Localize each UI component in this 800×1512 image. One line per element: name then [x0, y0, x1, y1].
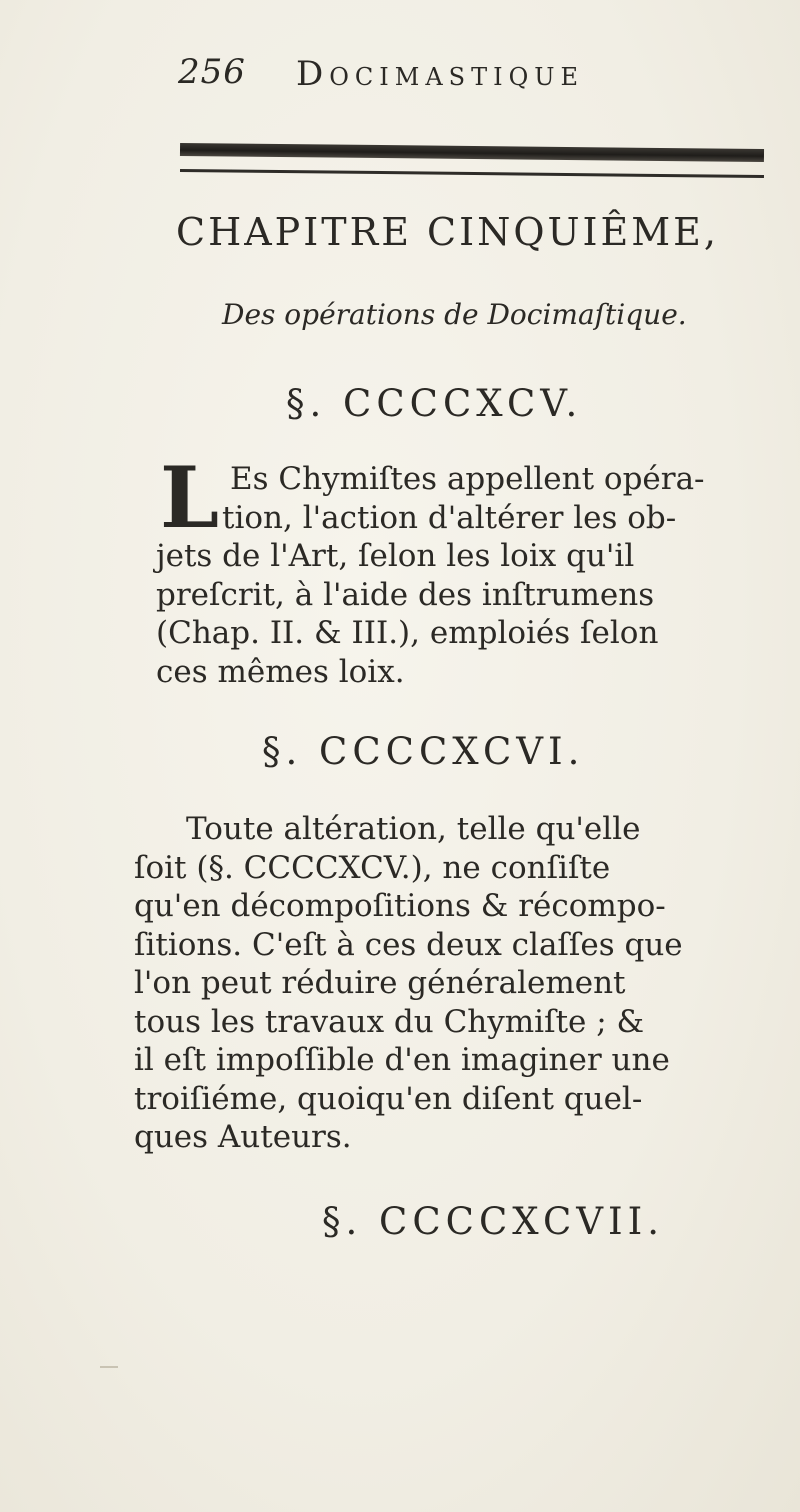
- paragraph-line: jets de l'Art, ſelon les loix qu'il: [156, 538, 635, 574]
- paragraph-line: tous les travaux du Chymiſte ; &: [134, 1003, 645, 1040]
- page-number: 256: [178, 52, 246, 92]
- paragraph-line: l'on peut réduire généralement: [134, 965, 626, 1001]
- section-heading: §. CCCCXCV.: [286, 382, 583, 425]
- paragraph-line: Es Chymiſtes appellent opéra-: [230, 461, 705, 497]
- header-rule-thin: [180, 169, 764, 178]
- paragraph-line: tion, l'action d'altérer les ob-: [222, 499, 677, 536]
- chapter-subtitle: Des opérations de Docimaſtique.: [222, 298, 687, 331]
- header-rule-thick: [180, 143, 764, 162]
- section-paragraph: [134, 810, 683, 1157]
- paragraph-line: preſcrit, à l'aide des inſtrumens: [156, 576, 655, 613]
- paragraph-line: il eſt impoſſible d'en imaginer une: [134, 1042, 670, 1078]
- section-heading: §. CCCCXCVII.: [322, 1200, 664, 1243]
- section-heading: §. CCCCXCVI.: [262, 730, 585, 773]
- drop-cap: L: [160, 448, 220, 547]
- paragraph-line: troiſiéme, quoiqu'en diſent quel-: [134, 1080, 643, 1117]
- paragraph-line: ſoit (§. CCCCXCV.), ne conſiſte: [134, 849, 611, 886]
- page-header: [178, 52, 778, 100]
- paragraph-line: ques Auteurs.: [134, 1119, 352, 1155]
- paragraph-line: Toute altération, telle qu'elle: [186, 811, 641, 847]
- paragraph-line: ces mêmes loix.: [156, 653, 405, 690]
- running-title: Docimastique: [296, 54, 585, 94]
- chapter-title: CHAPITRE CINQUIÊME,: [176, 210, 720, 254]
- paragraph-line: qu'en décompoſitions & récompo-: [134, 888, 666, 924]
- paragraph-line: ſitions. C'eſt à ces deux claſſes que: [134, 926, 683, 963]
- paper-mark: [100, 1366, 118, 1368]
- paragraph-line: (Chap. II. & III.), emploiés ſelon: [156, 615, 659, 651]
- section-paragraph: [156, 460, 705, 691]
